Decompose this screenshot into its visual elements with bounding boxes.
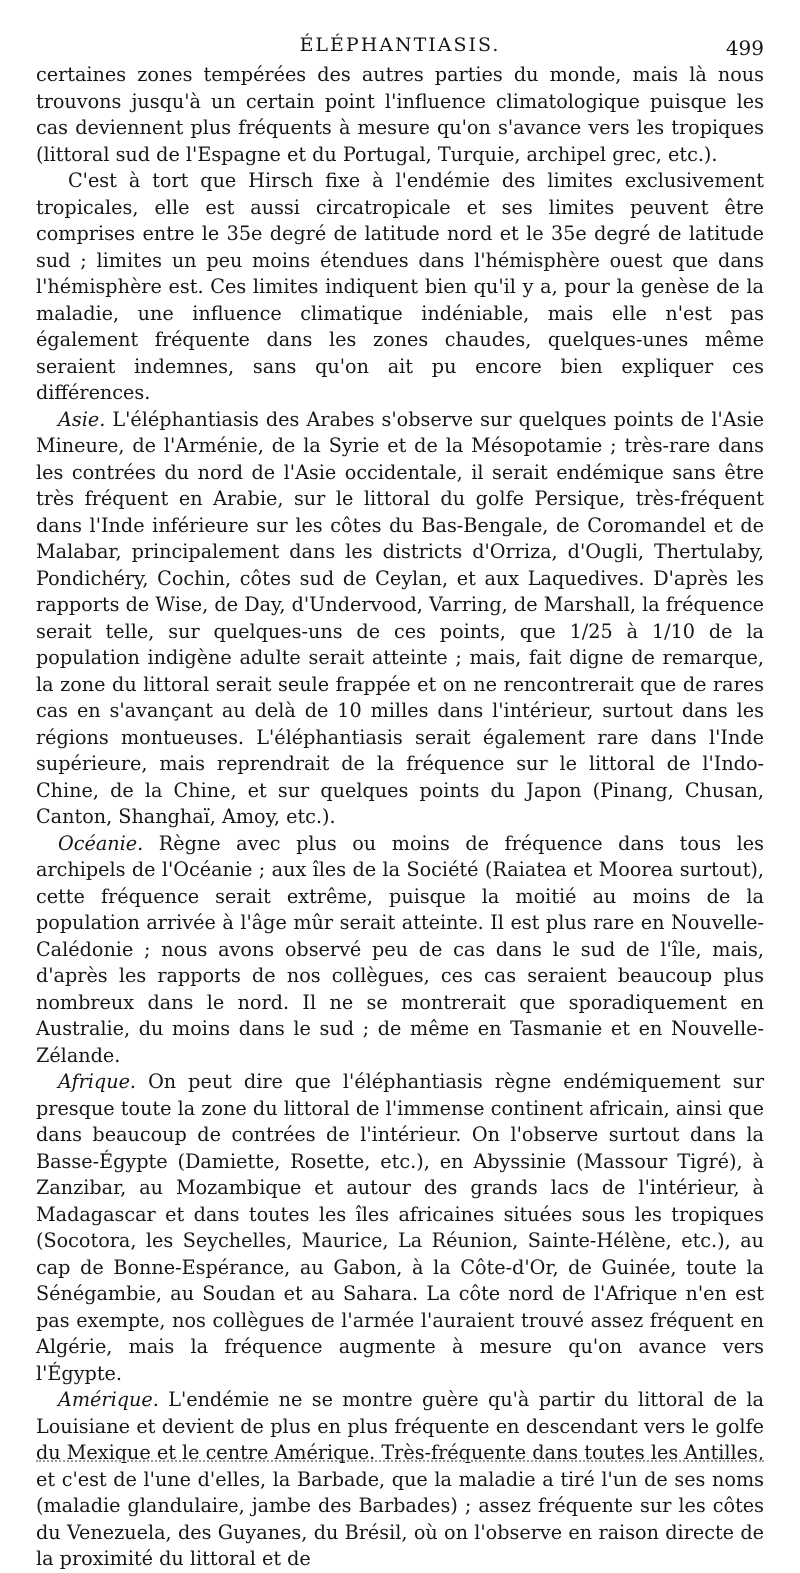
paragraph-text: L'endémie ne se montre guère qu'à partir du littoral de la Louisiane et devient de plus en plus fréquente en descendant vers le golfe du Mexique et le centre Amérique. Très-fréquente dans toutes les Antilles, et c'est de l'une d'elles, la Barbade, que la maladie a tiré l'un de ses noms (maladie glandulaire, jambe des Barbades) ; assez fréquente sur les côtes du Venezuela, des Guyanes, du Brésil, où on l'observe en raison directe de la proximité du littoral et de <box>36 1388 764 1570</box>
region-heading-oceanie: Océanie. <box>58 831 144 855</box>
paragraph-limits <box>36 168 764 407</box>
paragraph-text: certaines zones tempérées des autres parties du monde, mais là nous trouvons jusqu'à un certain point l'influence climatologique puisque les cas deviennent plus fréquents à mesure qu'on s'avance vers les tropiques (littoral sud de l'Espagne et du Portugal, Turquie, archipel grec, etc.). <box>36 63 764 166</box>
paragraph-asie <box>36 407 764 831</box>
running-title: ÉLÉPHANTIASIS. <box>299 34 501 56</box>
paragraph-afrique <box>36 1069 764 1387</box>
region-heading-amerique: Amérique. <box>58 1388 159 1411</box>
region-heading-afrique: Afrique. <box>58 1070 137 1093</box>
paragraph-temperate-zones <box>36 62 764 168</box>
page-header <box>36 30 764 60</box>
paragraph-text: C'est à tort que Hirsch fixe à l'endémie des limites exclusivement tropicales, elle est aussi circatropicale et ses limites peuvent être comprises entre le 35e degré de latitude nord et le 35e degré de latitude sud ; limites un peu moins étendues dans l'hémisphère ouest que dans l'hémisphère est. Ces limites indiquent bien qu'il y a, pour la genèse de la maladie, une influence climatique indéniable, mais elle n'est pas également fréquente dans les zones chaudes, quelques-unes même seraient indemnes, sans qu'on ait pu encore bien expliquer ces différences. <box>36 169 764 404</box>
paragraph-oceanie <box>36 831 764 1070</box>
body-text <box>36 62 764 1573</box>
paragraph-text: On peut dire que l'éléphantiasis règne endémiquement sur presque toute la zone du littoral de l'immense continent africain, ainsi que dans beaucoup de contrées de l'intérieur. On l'observe surtout dans la Basse-Égypte (Damiette, Rosette, etc.), en Abyssinie (Massour Tigré), à Zanzibar, au Mozambique et autour des grands lacs de l'intérieur, à Madagascar et dans toutes les îles africaines situées sous les tropiques (Socotora, les Seychelles, Maurice, La Réunion, Sainte-Hélène, etc.), au cap de Bonne-Espérance, au Gabon, à la Côte-d'Or, de Guinée, toute la Sénégambie, au Soudan et au Sahara. La côte nord de l'Afrique n'en est pas exempte, nos collègues de l'armée l'auraient trouvé assez fréquent en Algérie, mais la fréquence augmente à mesure qu'on avance vers l'Égypte. <box>36 1070 764 1385</box>
footer-dotted-rule <box>36 1460 764 1462</box>
paragraph-text: Règne avec plus ou moins de fréquence dans tous les archipels de l'Océanie ; aux îles de la Société (Raiatea et Moorea surtout), cette fréquence serait extrême, puisque la moitié au moins de la population arrivée à l'âge mûr serait atteinte. Il est plus rare en Nouvelle-Calédonie ; nous avons observé peu de cas dans le sud de l'île, mais, d'après les rapports de nos collègues, ces cas seraient beaucoup plus nombreux dans le nord. Il ne se montrerait que sporadiquement en Australie, du moins dans le sud ; de même en Tasmanie et en Nouvelle-Zélande. <box>36 831 764 1067</box>
paragraph-text: L'éléphantiasis des Arabes s'observe sur quelques points de l'Asie Mineure, de l'Arménie, de la Syrie et de la Mésopotamie ; très-rare dans les contrées du nord de l'Asie occidentale, il serait endémique sans être très fréquent en Arabie, sur le littoral du golfe Persique, très-fréquent dans l'Inde inférieure sur les côtes du Bas-Bengale, de Coromandel et de Malabar, principalement dans les districts d'Orriza, d'Ougli, Thertulaby, Pondichéry, Cochin, côtes sud de Ceylan, et aux Laquedives. D'après les rapports de Wise, de Day, d'Undervood, Varring, de Marshall, la fréquence serait telle, sur quelques-uns de ces points, que 1/25 à 1/10 de la population indigène adulte serait atteinte ; mais, fait digne de remarque, la zone du littoral serait seule frappée et on ne rencontrerait que de rares cas en s'avançant au delà de 10 milles dans l'intérieur, surtout dans les régions montueuses. L'éléphantiasis serait également rare dans l'Inde supérieure, mais reprendrait de la fréquence sur le littoral de l'Indo-Chine, de la Chine, et sur quelques points du Japon (Pinang, Chusan, Canton, Shanghaï, Amoy, etc.). <box>36 407 764 828</box>
region-heading-asie: Asie. <box>58 407 106 431</box>
paragraph-amerique <box>36 1387 764 1573</box>
page-number: 499 <box>725 36 764 60</box>
